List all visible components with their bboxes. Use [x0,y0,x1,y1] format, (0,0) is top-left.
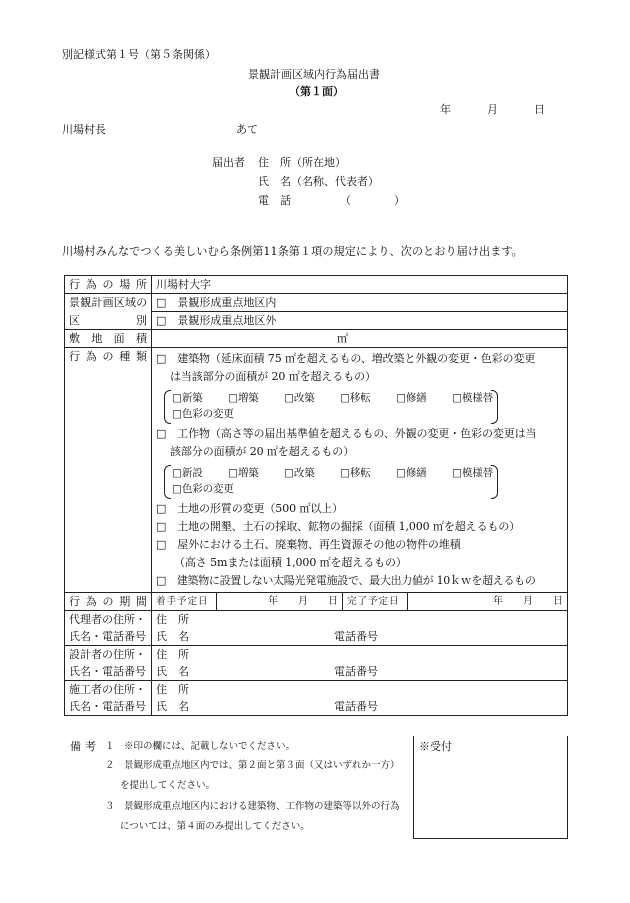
building-opt-rebuild[interactable]: □改築 [284,392,315,404]
designer-phone-label: 電話番号 [334,665,378,678]
note-2a: ２ 景観形成重点地区内では、第２面と第３面（又はいずれか一方） [105,760,400,771]
note-2b: を提出してください。 [120,780,216,791]
period-end-label: 完了予定日 [343,593,408,611]
date-day: 日 [534,103,545,116]
type-soil[interactable]: □ 土地の開墾、土石の採取、鉱物の掘採（面積 1,000 ㎡を超えるもの） [156,520,521,533]
applicant-phone-label: 電 話 [258,194,291,207]
row-area-1 [65,294,568,312]
builder-address[interactable]: 住 所 [152,681,568,699]
structure-opt-new[interactable]: □新設 [172,467,203,479]
type-structure-cont: 該部分の面積が 20 ㎡を超えるもの） [170,445,355,458]
structure-options [166,464,496,498]
page-indicator: （第１面） [289,85,344,98]
site-value[interactable] [152,330,568,348]
type-land[interactable]: □ 土地の形質の変更（500 ㎡以上） [156,502,343,515]
types-content [152,348,568,593]
row-period [65,593,568,611]
designer-name-label: 氏 名 [156,665,189,678]
builder-label-1: 施工者の住所・ [65,681,152,699]
building-opt-new[interactable]: □新築 [172,392,203,404]
row-designer-1 [65,646,568,664]
intro-text: 川場村みんなでつくる美しいむら条例第11条第１項の規定により、次のとおり届け出ます。 [62,245,523,258]
applicant-name: 氏 名（名称、代表者） [258,175,379,188]
note-3a: ３ 景観形成重点地区内における建築物、工作物の建築等以外の行為 [105,801,400,812]
agent-phone-label: 電話番号 [334,630,378,643]
agent-label-2: 氏名・電話番号 [65,628,152,646]
phone-paren-open: （ [340,194,351,207]
designer-name[interactable] [152,663,568,681]
agent-label-1: 代理者の住所・ [65,611,152,629]
period-start-label: 着手予定日 [152,593,217,611]
type-building[interactable]: □ 建築物（延床面積 75 ㎡を超えるもの、増改築と外観の変更・色彩の変更 [156,352,536,365]
area-label-2 [65,312,152,330]
agent-name-label: 氏 名 [156,630,189,643]
place-value[interactable]: 川場村大字 [152,276,568,294]
phone-paren-close: ） [394,194,405,207]
structure-opt-extension[interactable]: □増築 [228,467,259,479]
building-opt-remodel[interactable]: □模様替 [452,392,494,404]
designer-label-2: 氏名・電話番号 [65,663,152,681]
notification-table [64,275,568,716]
row-agent-2 [65,628,568,646]
place-label: 行為の場所 [65,276,152,294]
type-outdoor[interactable]: □ 屋外における土石、廃棄物、再生資源その他の物件の堆積 [156,538,461,551]
applicant-label: 届出者 [212,156,245,169]
form-number: 別記様式第１号（第５条関係） [62,48,216,61]
area-label-1: 景観計画区域の [65,294,152,312]
note-1: １ ※印の欄には、記載しないでください。 [105,741,296,752]
area-option-inside[interactable]: □ 景観形成重点地区内 [152,294,568,312]
area-label-ku: 区 [69,313,80,327]
builder-phone-label: 電話番号 [334,700,378,713]
type-solar[interactable]: □ 建築物に設置しない太陽光発電施設で、最大出力値が 10ｋｗを超えるもの [156,574,536,587]
structure-opt-color[interactable]: □色彩の変更 [172,483,234,495]
site-unit: ㎡ [337,332,348,345]
form-title: 景観計画区域内行為届出書 [248,68,380,81]
date-month: 月 [487,103,498,116]
structure-opt-relocate[interactable]: □移転 [340,467,371,479]
period-end-date[interactable]: 年 月 日 [408,593,568,611]
structure-opt-rebuild[interactable]: □改築 [284,467,315,479]
applicant-address: 住 所（所在地） [258,156,346,169]
bracket-left [164,390,171,424]
building-opt-extension[interactable]: □増築 [228,392,259,404]
builder-name[interactable] [152,698,568,716]
designer-label-1: 設計者の住所・ [65,646,152,664]
addressee-suffix: あて [236,123,258,136]
area-label-betsu: 別 [136,313,147,327]
row-designer-2 [65,663,568,681]
area-option-outside[interactable]: □ 景観形成重点地区外 [152,312,568,330]
bracket-left [164,465,171,499]
row-builder-2 [65,698,568,716]
builder-name-label: 氏 名 [156,700,189,713]
notes-label: 備考 [70,740,100,753]
building-opt-repair[interactable]: □修繕 [396,392,427,404]
building-opt-relocate[interactable]: □移転 [340,392,371,404]
designer-address[interactable]: 住 所 [152,646,568,664]
structure-opt-repair[interactable]: □修繕 [396,467,427,479]
row-builder-1 [65,681,568,699]
builder-label-2: 氏名・電話番号 [65,698,152,716]
date-year: 年 [440,103,451,116]
row-agent-1 [65,611,568,629]
building-opt-color[interactable]: □色彩の変更 [172,408,234,420]
agent-address[interactable]: 住 所 [152,611,568,629]
type-building-cont: は当該部分の面積が 20 ㎡を超えるもの） [170,370,376,383]
row-place [65,276,568,294]
types-label: 行為の種類 [65,348,152,593]
row-site [65,330,568,348]
addressee: 川場村長 [62,123,106,136]
receipt-label: ※受付 [419,740,452,753]
period-label: 行為の期間 [65,593,152,611]
row-types [65,348,568,593]
building-options [166,389,496,423]
site-label: 敷地面積 [65,330,152,348]
structure-opt-remodel[interactable]: □模様替 [452,467,494,479]
row-area-2 [65,312,568,330]
agent-name[interactable] [152,628,568,646]
note-3b: については、第４面のみ提出してください。 [120,821,310,832]
type-outdoor-cont: （高さ 5mまたは面積 1,000 ㎡を超えるもの） [174,556,407,569]
type-structure[interactable]: □ 工作物（高さ等の届出基準値を超えるもの、外観の変更・色彩の変更は当 [156,427,537,440]
period-start-date[interactable]: 年 月 日 [217,593,343,611]
